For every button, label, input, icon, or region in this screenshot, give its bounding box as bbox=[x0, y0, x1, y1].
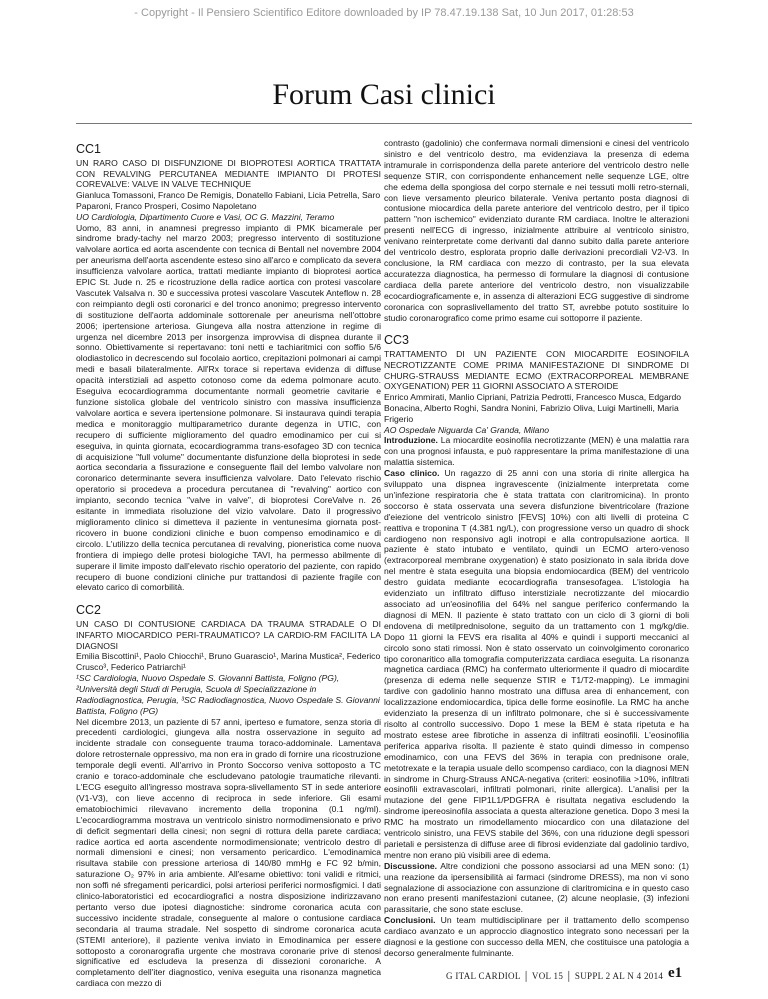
conclusion-text: Un team multidisciplinare per il trattamento dello scompenso cardiaco avanzato e un approccio diagnostico integrato sono necessari per la diagnosi e la gestione con successo della MEN, che costituisce una patologia a decorso generalmente fulminante. bbox=[384, 915, 689, 958]
discussion-paragraph bbox=[384, 861, 689, 916]
discussion-label: Discussione. bbox=[384, 860, 438, 871]
journal-footer: G ITAL CARDIOL │ VOL 15 │ SUPPL 2 AL N 4 2014 bbox=[446, 971, 664, 981]
case-affiliation: ¹SC Cardiologia, Nuovo Ospedale S. Giovanni Battista, Foligno (PG), ²Università degli Studi di Perugia, Scuola di Specializzazione in Radiodiagnostica, Perugia, ³SC Radiodiagnostica, Nuovo Ospedale S. Giovanni Battista, Foligno (PG) bbox=[76, 672, 380, 716]
intro-text: La miocardite eosinofila necrotizzante (MEN) è una malattia rara con una prognosi infausta, e può rappresentare la prima manifestazione di una malattia sistemica. bbox=[384, 435, 689, 468]
case-authors: Gianluca Tomassoni, Franco De Remigis, Donatello Fabiani, Licia Petrella, Saro Paparoni, Franco Prosperi, Cosimo Napoletano bbox=[76, 189, 381, 211]
page-title: Forum Casi clinici bbox=[272, 78, 496, 111]
case-cc3 bbox=[384, 333, 689, 959]
case-heading: CC3 bbox=[384, 333, 410, 348]
title-divider bbox=[76, 123, 692, 124]
discussion-text: Altre condizioni che possono associarsi ad una MEN sono: (1) una reazione da ipersensibilità ai farmaci (sindrome DRESS), ma non vi sono segnalazione di associazione con assunzione di claritromicina e in questo caso non erano presenti manifestazioni cutanee, (2) alcune neoplasie, (3) infezioni parassitarie, che sono state escluse. bbox=[384, 860, 689, 915]
case-authors: Emilia Biscottini¹, Paolo Chiocchi¹, Bruno Guarascio¹, Marina Mustica², Federico Crusco³, Federico Patriarchi¹ bbox=[76, 651, 381, 672]
case-cc1 bbox=[76, 142, 381, 593]
case-heading: CC1 bbox=[76, 142, 102, 156]
right-column bbox=[384, 138, 689, 969]
case-affiliation: AO Ospedale Niguarda Ca' Granda, Milano bbox=[384, 424, 550, 435]
case-title: TRATTAMENTO DI UN PAZIENTE CON MIOCARDITE EOSINOFILA NECROTIZZANTE COME PRIMA MANIFESTAZIONE DI SINDROME DI CHURG-STRAUSS MEDIANTE ECMO (EXTRACORPOREAL MEMBRANE OXYGENATION) PER 11 GIORNI ASSOCIATO A STEROIDE bbox=[384, 349, 689, 392]
case-cc2-continued bbox=[384, 138, 689, 323]
conclusion-label: Conclusioni. bbox=[384, 915, 436, 926]
case-cc2 bbox=[76, 603, 381, 989]
case-text: Un ragazzo di 25 anni con una storia di rinite allergica ha sviluppato una dispnea ingravescente (inizialmente interpretata come un'infezione respiratoria che è stata trattata con claritromicina). In pronto soccorso è stata osservata una severa disfunzione biventricolare (frazione d'eiezione del ventricolo sinistro [FEVS] 10%) con alti livelli di proteina C reattiva e troponina T (4.381 ng/L), con progressione verso un quadro di shock cardiogeno non responsivo agli inotropi e alla contropulsazione aortica. Il paziente è stato intubato e ventilato, quindi un ECMO artero-venoso (extracorporeal membrane oxygenation) è stato posizionato in sala ibrida dove nel mentre è stata eseguita una biopsia endomiocardica (BEM) del ventricolo destro guidata mediante ecocardiografia transesofagea. L'istologia ha evidenziato un infiltrato diffuso interstiziale necrotizzante del miocardio associato ad un'eosinofilia del 64% nel sangue periferico confermando la diagnosi di MEN. Il paziente è stato trattato con un ciclo di 3 giorni di boli endovena di metilprednisolone, seguito da un trattamento con 1 mg/kg/die. Dopo 11 giorni la FEVS era risalita al 40% e quindi i supporti meccanici al circolo sono stati rimossi. Non è stato osservato un coinvolgimento coronarico tipo coronaritico alla tomografia computerizzata cardiaca eseguita. La risonanza magnetica cardiaca (RMC) ha confermato ulteriormente il quadro di miocardite (presenza di edema nelle sequenze STIR e T1/T2-mapping). Le immagini tardive con gadolinio hanno mostrato una diffusa area di enhancement, con localizzazione endomiocardica, tipica delle forme eosinofile. La RMC ha anche evidenziato la presenza di un infiltrato polmonare, che si è successivamente risolto al controllo successivo. Dopo 1 mese la BEM è stata ripetuta e ha mostrato estese aree fibrotiche in assenza di infiltrati eosinofili. L'eosinofilia periferica appariva risolta. Il paziente è stato quindi dimesso in compenso emodinamico, con una FEVS del 36% in terapia con prednisone orale, metotrexate e la terapia usuale dello scompenso cardiaco, con la diagnosi MEN in sindrome in Churg-Strauss ANCA-negativa (criteri: eosinofilia >10%, infiltrati eosinofili extravascolari, infiltrati polmonari, rinite allergica). L'analisi per la mutazione del gene FIP1L1/PDGFRA è risultata negativa escludendo la sindrome ipereosinofila associata a questa alterazione genetica. Dopo 3 mesi la RMC ha mostrato un rimodellamento miocardico con una dilatazione del ventricolo sinistro, una FEVS stabile del 36%, con una riduzione degli spessori parietali e persistenza di diffuse aree di fibrosi evidenziate dal gadolinio tardivo, mentre non erano più visibili aree di edema. bbox=[384, 468, 690, 860]
case-body: Uomo, 83 anni, in anamnesi pregresso impianto di PMK bicamerale per sindrome brady-tachy nel marzo 2003; pregresso intervento di sostituzione valvolare aortica ed aorta ascendente con tecnica di Bentall nel novembre 2004 per aneurisma dell'aorta ascendente esteso sino all'arco e complicato da severa insufficienza valvolare aortica, trattati mediante impianto di bioprotesi aortica EPIC St. Jude n. 25 e ricostruzione della radice aortica con protesi vascolare Vascutek Valsalva n. 30 e successiva protesi vascolare Vascutek Anteflow n. 28 con reimpianto degli osti coronarici e del tronco anonimo; pregresso intervento di sostituzione dell'aorta addominale sottorenale per aneurisma nell'ottobre 2006; ipertensione arteriosa. Giungeva alla nostra attenzione in regime di urgenza nel dicembre 2013 per insorgenza improvvisa di dispnea durante il sonno. Obiettivamente si repertavano: toni netti e tachiaritmici con soffio 5/6 olodiastolico in decrescendo sul focolaio aortico, crepitazioni polmonari ai campi medi e basali bilateralmente. All'Rx torace si repertava evidenza di diffuse opacità interstiziali ad aspetto cotonoso come da edema polmonare acuto. Eseguiva ecocardiogramma documentante normali geometrie cavitarie e funzione sistolica globale del ventricolo sinistro con massiva insufficienza valvolare aortica e severa ipertensione polmonare. Si instaurava quindi terapia medica e monitoraggio multiparametrico durante degenza in UTIC, con recupero di sufficiente miglioramento del quadro emodinamico per cui si eseguiva, in quinta giornata, ecocardiogramma trans-esofageo 3D con tecnica di acquisizione "full volume" documentante disfunzione della bioprotesi in sede aortica secondaria a fissurazione e conseguente flail del lembo valvolare non coronarico determinante severa insufficienza valvolare. Dato l'elevato rischio operatorio si procedeva a procedura percutanea di "revalving" aortico con impianto, secondo tecnica "valve in valve", di bioprotesi CoreValve n. 26 esitante in immediata risoluzione del vizio valvolare. Dato il progressivo miglioramento clinico si dimetteva il paziente in ventunesima giornata post-ricovero in buone condizioni cliniche e buon compenso emodinamico e di circolo. L'utilizzo della tecnica percutanea di revalving, pioneristica come nuova frontiera di impiego delle protesi biologiche TAVI, ha permesso abilmente di superare il limite imposto dall'elevato rischio operatorio del paziente, con rapido recupero di buone condizioni cliniche pur trattandosi di paziente fragile con elevato carico di comorbilità. bbox=[76, 222, 381, 593]
case-authors: Enrico Ammirati, Manlio Cipriani, Patrizia Pedrotti, Francesco Musca, Edgardo Bonacina, Alberto Roghi, Sandra Nonini, Fabrizio Oliva, Luigi Martinelli, Maria Frigerio bbox=[384, 391, 682, 424]
case-title: UN CASO DI CONTUSIONE CARDIACA DA TRAUMA STRADALE O DI INFARTO MIOCARDICO PERI-TRAUMATICO? LA CARDIO-RM FACILITA LA DIAGNOSI bbox=[76, 619, 381, 651]
case-affiliation: UO Cardiologia, Dipartimento Cuore e Vasi, OC G. Mazzini, Teramo bbox=[76, 211, 335, 222]
copyright-watermark: - Copyright - Il Pensiero Scientifico Editore downloaded by IP 78.47.19.138 Sat, 10 Jun 2017, 01:28:53 bbox=[134, 7, 634, 19]
left-column bbox=[76, 132, 381, 999]
case-label: Caso clinico. bbox=[384, 468, 440, 479]
intro-paragraph bbox=[384, 435, 689, 468]
case-title: UN RARO CASO DI DISFUNZIONE DI BIOPROTESI AORTICA TRATTATA CON REVALVING PERCUTANEA MEDIANTE IMPIANTO DI PROTESI COREVALVE: VALVE IN VALVE TECHNIQUE bbox=[76, 158, 381, 190]
case-heading: CC2 bbox=[76, 603, 102, 618]
page-number: e1 bbox=[668, 965, 683, 981]
case-body-continued: contrasto (gadolinio) che confermava normali dimensioni e cinesi del ventricolo sinistro e del ventricolo destro, ma evidenziava la presenza di edema intramurale in corrispondenza della parete anteriore del ventricolo destro nelle sequenze STIR, con corrispondente enhancement nelle sequenze LGE, oltre che edema della spongiosa del corpo sternale e nei tessuti molli retro-sternali, con lieve versamento pleurico bilaterale. Veniva pertanto posta diagnosi di contusione miocardica della parete anteriore del ventricolo destro, per il tipico pattern "non ischemico" evidenziato durante RM cardiaca. Inoltre le alterazioni presenti nell'ECG di ingresso, inizialmente attribuire al ventricolo sinistro, venivano reinterpretate come derivanti dal danno subito dalla parete anteriore del ventricolo destro, esplorata proprio dalle derivazioni precordiali V2-V3. In conclusione, la RM cardiaca con mezzo di contrasto, per la sua elevata accuratezza diagnostica, ha permesso di formulare la diagnosi di contusione cardiaca della parete anteriore del ventricolo destro, non visualizzabile ecocardiograficamente e, in assenza di alterazioni ECG suggestive di sindrome coronarica con sopraslivellamento del tratto ST, avrebbe potuto sostituire lo studio coronarografico come primo esame cui sottoporre il paziente. bbox=[384, 138, 689, 323]
conclusion-paragraph bbox=[384, 915, 689, 959]
intro-label: Introduzione. bbox=[384, 435, 438, 446]
case-body: Nel dicembre 2013, un paziente di 57 anni, iperteso e fumatore, senza storia di precedenti cardiologici, giungeva alla nostra osservazione in seguito ad incidente stradale con conseguente trauma toraco-addominale. Lamentava dolore retrosternale oppressivo, ma non era in grado di fornire una ricostruzione temporale degli eventi. All'arrivo in Pronto Soccorso veniva sottoposto a TC cranio e toraco-addominale che escludevano patologie traumatiche rilevanti. L'ECG eseguito all'ingresso mostrava sopra-slivellamento ST in sede anteriore (V1-V3), con lieve accenno di reciproca in sede inferiore. Gli esami ematobiochimici rilevavano incremento della troponina (0.1 ng/ml). L'ecocardiogramma mostrava un ventricolo sinistro normodimensionato e privo di deficit segmentari della cinesi; non segni di rottura della parete cardiaca; radice aortica ed aorta ascendente normodimensionate; ventricolo destro di normali dimensioni e cinesi; non versamento pericardico. L'emodinamica risultava stabile con pressione arteriosa di 140/80 mmHg e FC 92 b/min, saturazione O₂ 97% in aria ambiente. All'esame obiettivo: toni validi e ritmici, non soffi né sfregamenti pericardici, polsi arteriosi periferici normosfigmici. I dati clinico-laboratoristici ed ecocardiografici a nostra disposizione indirizzavano pertanto verso due ipotesi diagnostiche: sindrome coronarica acuta con successivo incidente stradale, conseguente al malore o contusione cardiaca secondaria al trauma stradale. Nel sospetto di sindrome coronarica acuta (STEMI anteriore), il paziente veniva inviato in Emodinamica per essere sottoposto a coronarografia urgente che mostrava coronarie prive di stenosi significative ed escludeva la presenza di dissezioni coronariche. A completamento dell'iter diagnostico, veniva eseguita una risonanza magnetica cardiaca con mezzo di bbox=[76, 716, 381, 989]
case-paragraph bbox=[384, 468, 689, 861]
